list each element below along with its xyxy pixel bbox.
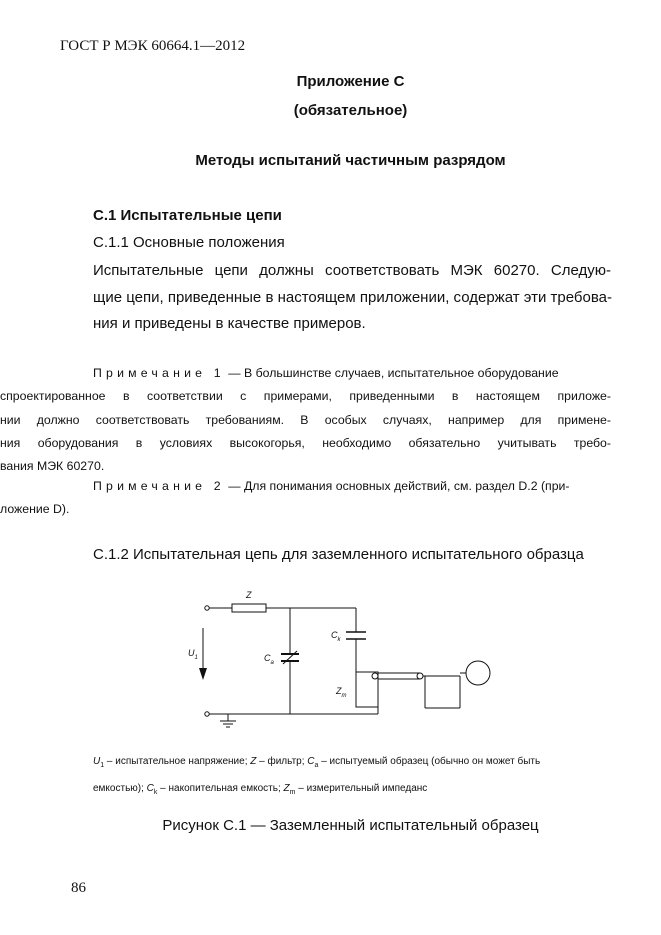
figure-caption: Рисунок С.1 — Заземленный испытательный образец [162, 817, 539, 834]
paragraph-line: Испытательные цепи должны соответствовать МЭК 60270. Следую- [93, 262, 611, 279]
note-line: — В большинстве случаев, испытательное оборудование [228, 366, 559, 380]
appendix-status: (обязательное) [293, 102, 408, 119]
meter-icon [466, 661, 490, 685]
paragraph-line: ния и приведены в качестве примеров. [93, 315, 366, 332]
label-ca: $C_a$ [264, 653, 274, 666]
legend-line-2: емкостью); $C_k$ – накопительная емкость; $Z_m$ – измерительный импеданс [93, 783, 428, 796]
voltage-arrow-icon [199, 668, 207, 680]
note-line: нии должно соответствовать требованиям. В особых случаях, например для примене- [0, 412, 611, 427]
note-line: спроектированное в соответствии с примерами, приведенными в настоящем приложе- [0, 389, 611, 404]
note-1-label: Примечание 1 [93, 366, 225, 380]
appendix-title: Приложение С [296, 73, 405, 90]
label-ck: $C_k$ [331, 630, 341, 643]
note-line: ния оборудования в условиях высокогорья, необходимо обязательно учитывать требо- [0, 435, 611, 450]
label-zm: $Z_m$ [336, 686, 347, 699]
note-line: — Для понимания основных действий, см. раздел D.2 (при- [228, 479, 570, 493]
heading-c1-2: С.1.2 Испытательная цепь для заземленного испытательного образца [93, 546, 584, 563]
page-number: 86 [71, 880, 86, 896]
heading-c1-1: С.1.1 Основные положения [93, 234, 285, 251]
label-z: Z [246, 590, 252, 600]
heading-c1: С.1 Испытательные цепи [93, 207, 282, 224]
resistor-z [232, 604, 266, 612]
document-code: ГОСТ Р МЭК 60664.1—2012 [60, 38, 246, 54]
note-line: вания МЭК 60270. [0, 459, 105, 474]
paragraph-line: щие цепи, приведенные в настоящем приложении, содержат эти требова- [93, 288, 612, 306]
note-line: ложение D). [0, 502, 70, 517]
label-u1: $U_1$ [188, 648, 198, 661]
note-2-label: Примечание 2 [93, 479, 225, 493]
section-title: Методы испытаний частичным разрядом [195, 152, 506, 169]
figure-legend [93, 750, 613, 804]
legend-line-1: $U_1$ – испытательное напряжение; Z – фильтр; $C_a$ – испытуемый образец (обычно он может быть [93, 756, 541, 769]
